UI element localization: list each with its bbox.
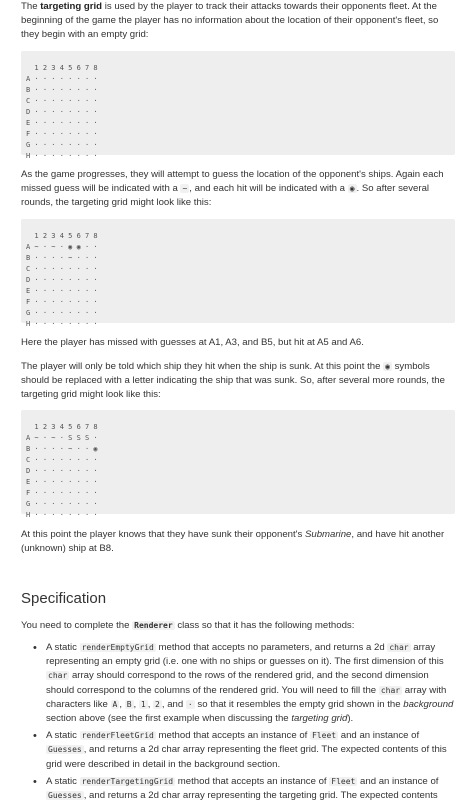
method-name: renderTargetingGrid bbox=[81, 776, 174, 786]
grid-row: G · · · · · · · · bbox=[26, 500, 98, 508]
sunk-paragraph: The player will only be told which ship they hit when the ship is sunk. At this point the ◉ symbols should be replaced with a letter indicating the ship that was sunk. So, after several more rounds, the targeting grid might look like this: bbox=[21, 361, 445, 401]
grid-row: E · · · · · · · · bbox=[26, 478, 98, 486]
grid-row: A · · · · · · · · bbox=[26, 75, 98, 83]
grid-row: F · · · · · · · · bbox=[26, 489, 98, 497]
miss-symbol: ~ bbox=[182, 184, 188, 194]
list-item: • A static renderEmptyGrid method that accepts no parameters, and returns a 2d char array representing an empty grid (i.e. one with no ships or guesses on it). The first dimension of this char array should correspond to the rows of the rendered grid, and the second dimension should correspond to the columns of the rendered grid. You will need to fill the char array with characters like A , B , 1 , 2 , and · so that it resembles the empty grid shown in the background section above (see the first example when discussing the targeting grid). bbox=[21, 641, 457, 726]
grid-row: G · · · · · · · · bbox=[26, 141, 98, 149]
grid-row: F · · · · · · · · bbox=[26, 298, 98, 306]
grid-row: D · · · · · · · · bbox=[26, 467, 98, 475]
hit-symbol: ◉ bbox=[385, 362, 390, 371]
hit-symbol: ◉ bbox=[349, 184, 355, 194]
grid-row: G · · · · · · · · bbox=[26, 309, 98, 317]
grid-row: B · · · · · · · · bbox=[26, 86, 98, 94]
empty-grid-code-block bbox=[21, 51, 455, 160]
grid-row: C · · · · · · · · bbox=[26, 456, 98, 464]
grid-row: B · · · · ~ · · ◉ bbox=[26, 445, 98, 453]
submarine-term: Submarine bbox=[304, 529, 352, 540]
grid-row: C · · · · · · · · bbox=[26, 265, 98, 273]
grid-text bbox=[26, 422, 98, 521]
list-item: • A static renderFleetGrid method that accepts an instance of Fleet and an instance of Guesses , and returns a 2d char array representing the fleet grid. The expected contents of this grid were described in detail in the background section. bbox=[21, 729, 457, 772]
grid-text bbox=[26, 231, 98, 330]
grid-row: B · · · · ~ · · · bbox=[26, 254, 98, 262]
grid-row: A ~ · ~ · ◉ ◉ · · bbox=[26, 243, 98, 251]
grid-text bbox=[26, 63, 98, 162]
method-name: renderFleetGrid bbox=[81, 731, 154, 741]
grid-row: A ~ · ~ · S S S · bbox=[26, 434, 98, 442]
renderer-class-name: Renderer bbox=[134, 621, 173, 630]
grid-header: 1 2 3 4 5 6 7 8 bbox=[26, 64, 98, 72]
progress-paragraph: As the game progresses, they will attempt to guess the location of the opponent's ships. Again each missed guess will be indicated with a ~ , and each hit will be indicated with a ◉ . So after several rounds, the targeting grid might look like this: bbox=[21, 169, 444, 209]
progress-grid-code-block bbox=[21, 219, 455, 328]
targeting-grid-term: targeting grid bbox=[40, 1, 103, 12]
grid-header: 1 2 3 4 5 6 7 8 bbox=[26, 232, 98, 240]
intro-paragraph: The targeting grid is used by the player to track their attacks towards their opponents fleet. At the beginning of the game the player has no information about the location of their opponent's fleet, so they begin with an empty grid: bbox=[21, 1, 439, 41]
method-list bbox=[21, 641, 457, 806]
missed-paragraph: Here the player has missed with guesses at A1, A3, and B5, but hit at A5 and A6. bbox=[21, 337, 364, 348]
grid-header: 1 2 3 4 5 6 7 8 bbox=[26, 423, 98, 431]
spec-intro: You need to complete the Renderer class so that it has the following methods: bbox=[21, 620, 355, 631]
grid-row: F · · · · · · · · bbox=[26, 130, 98, 138]
grid-row: E · · · · · · · · bbox=[26, 287, 98, 295]
method-name: renderEmptyGrid bbox=[81, 643, 154, 652]
grid-row: D · · · · · · · · bbox=[26, 108, 98, 116]
grid-row: E · · · · · · · · bbox=[26, 119, 98, 127]
grid-row: D · · · · · · · · bbox=[26, 276, 98, 284]
list-item: • A static renderTargetingGrid method that accepts an instance of Fleet and an instance of Guesses , and returns a 2d char array representing the targeting grid. The expected contents bbox=[21, 775, 457, 803]
grid-row: H · · · · · · · · bbox=[26, 152, 98, 160]
grid-row: H · · · · · · · · bbox=[26, 320, 98, 328]
sunk-grid-code-block bbox=[21, 410, 455, 519]
grid-row: H · · · · · · · · bbox=[26, 511, 98, 519]
grid-row: C · · · · · · · · bbox=[26, 97, 98, 105]
knows-paragraph: At this point the player knows that they have sunk their opponent's Submarine, and have hit another (unknown) ship at B8. bbox=[21, 529, 445, 555]
specification-heading: Specification bbox=[21, 590, 107, 607]
